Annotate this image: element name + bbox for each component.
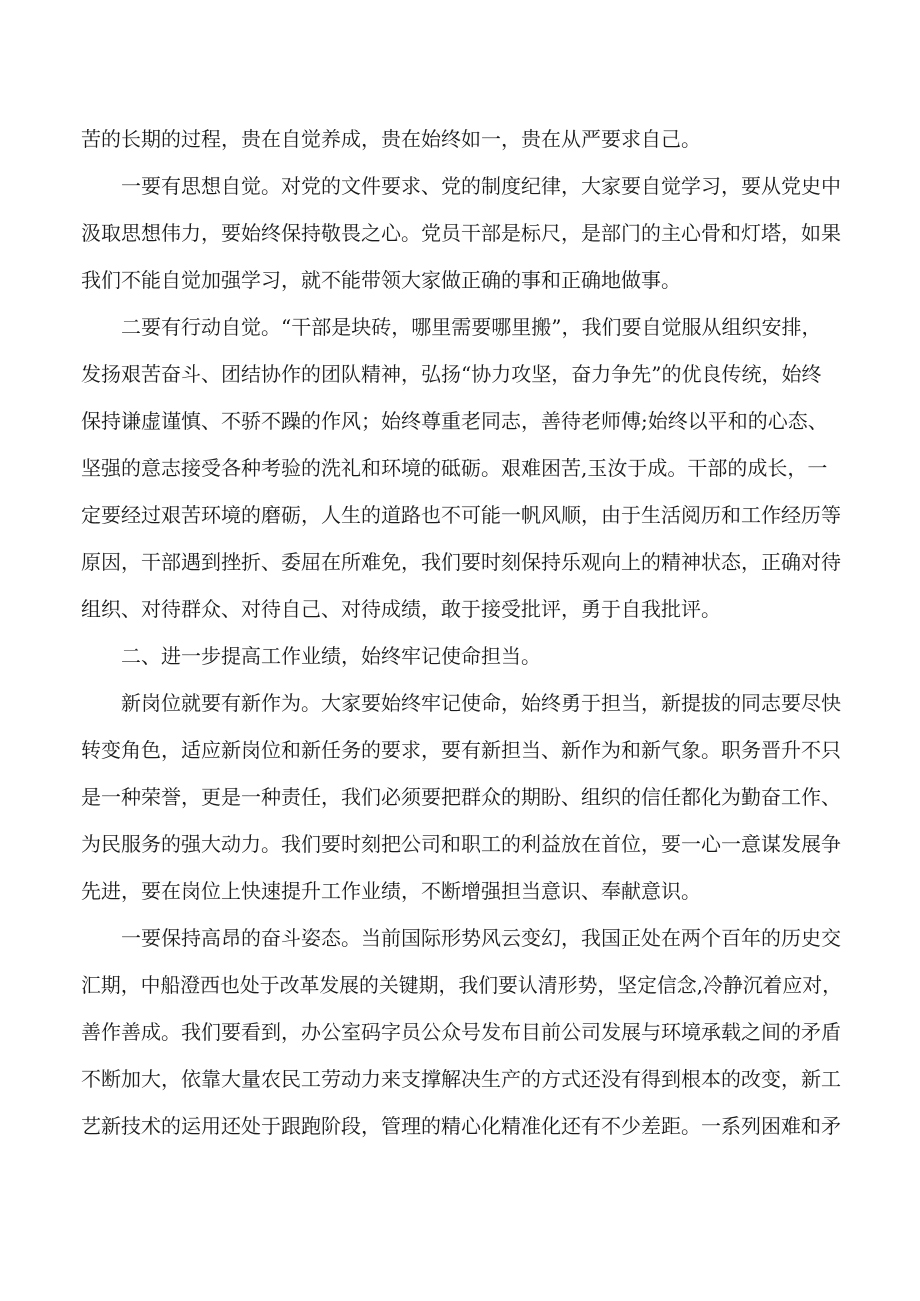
line-text: 坚强的意志接受各种考验的洗礼和环境的砥砺。艰难困苦,玉汝于成。干部的成长，一 xyxy=(81,456,828,480)
line-text: 组织、对待群众、对待自己、对待成绩，敢于接受批评，勇于自我批评。 xyxy=(81,597,721,621)
line-text: 为民服务的强大动力。我们要时刻把公司和职工的利益放在首位，要一心一意谋发展争 xyxy=(81,832,841,856)
text-line xyxy=(0,918,920,958)
text-line xyxy=(0,119,920,159)
line-text: 一要有思想自觉。对党的文件要求、党的制度纪律，大家要自觉学习，要从党史中 xyxy=(121,174,841,198)
line-text: 定要经过艰苦环境的磨砺，人生的道路也不可能一帆风顺，由于生活阅历和工作经历等 xyxy=(81,503,841,527)
text-line xyxy=(0,401,920,441)
line-text: 原因，干部遇到挫折、委屈在所难免，我们要时刻保持乐观向上的精神状态，正确对待 xyxy=(81,550,841,574)
text-line xyxy=(0,589,920,629)
line-text: 发扬艰苦奋斗、团结协作的团队精神，弘扬“协力攻坚，奋力争先”的优良传统，始终 xyxy=(81,362,822,386)
line-text: 一要保持高昂的奋斗姿态。当前国际形势风云变幻，我国正处在两个百年的历史交 xyxy=(121,926,841,950)
text-line xyxy=(0,683,920,723)
text-line xyxy=(0,542,920,582)
line-text: 汲取思想伟力，要始终保持敬畏之心。党员干部是标尺，是部门的主心骨和灯塔，如果 xyxy=(81,221,841,245)
line-text: 二要有行动自觉。“干部是块砖，哪里需要哪里搬”，我们要自觉服从组织安排， xyxy=(121,315,822,339)
line-text: 新岗位就要有新作为。大家要始终牢记使命，始终勇于担当，新提拔的同志要尽快 xyxy=(121,691,841,715)
line-text: 不断加大，依靠大量农民工劳动力来支撑解决生产的方式还没有得到根本的改变，新工 xyxy=(81,1067,841,1091)
line-text: 是一种荣誉，更是一种责任，我们必须要把群众的期盼、组织的信任都化为勤奋工作、 xyxy=(81,785,841,809)
text-line xyxy=(0,354,920,394)
line-text: 苦的长期的过程，贵在自觉养成，贵在始终如一，贵在从严要求自己。 xyxy=(81,127,701,151)
text-line xyxy=(0,730,920,770)
text-line xyxy=(0,1106,920,1146)
text-line xyxy=(0,824,920,864)
text-line xyxy=(0,636,920,676)
line-text: 艺新技术的运用还处于跟跑阶段，管理的精心化精准化还有不少差距。一系列困难和矛 xyxy=(81,1114,841,1138)
text-line xyxy=(0,777,920,817)
line-text: 善作善成。我们要看到，办公室码字员公众号发布目前公司发展与环境承载之间的矛盾 xyxy=(81,1020,841,1044)
line-text: 我们不能自觉加强学习，就不能带领大家做正确的事和正确地做事。 xyxy=(81,268,681,292)
text-line xyxy=(0,213,920,253)
text-line xyxy=(0,166,920,206)
text-line xyxy=(0,1012,920,1052)
line-text: 二、进一步提高工作业绩，始终牢记使命担当。 xyxy=(121,644,541,668)
text-line xyxy=(0,260,920,300)
text-line xyxy=(0,965,920,1005)
text-line xyxy=(0,307,920,347)
text-line xyxy=(0,1059,920,1099)
line-text: 先进，要在岗位上快速提升工作业绩，不断增强担当意识、奉献意识。 xyxy=(81,879,701,903)
text-line xyxy=(0,448,920,488)
line-text: 转变角色，适应新岗位和新任务的要求，要有新担当、新作为和新气象。职务晋升不只 xyxy=(81,738,841,762)
line-text: 汇期，中船澄西也处于改革发展的关键期，我们要认清形势，坚定信念,冷静沉着应对， xyxy=(81,973,842,997)
text-line xyxy=(0,871,920,911)
line-text: 保持谦虚谨慎、不骄不躁的作风；始终尊重老同志，善待老师傅;始终以平和的心态、 xyxy=(81,409,828,433)
text-line xyxy=(0,495,920,535)
